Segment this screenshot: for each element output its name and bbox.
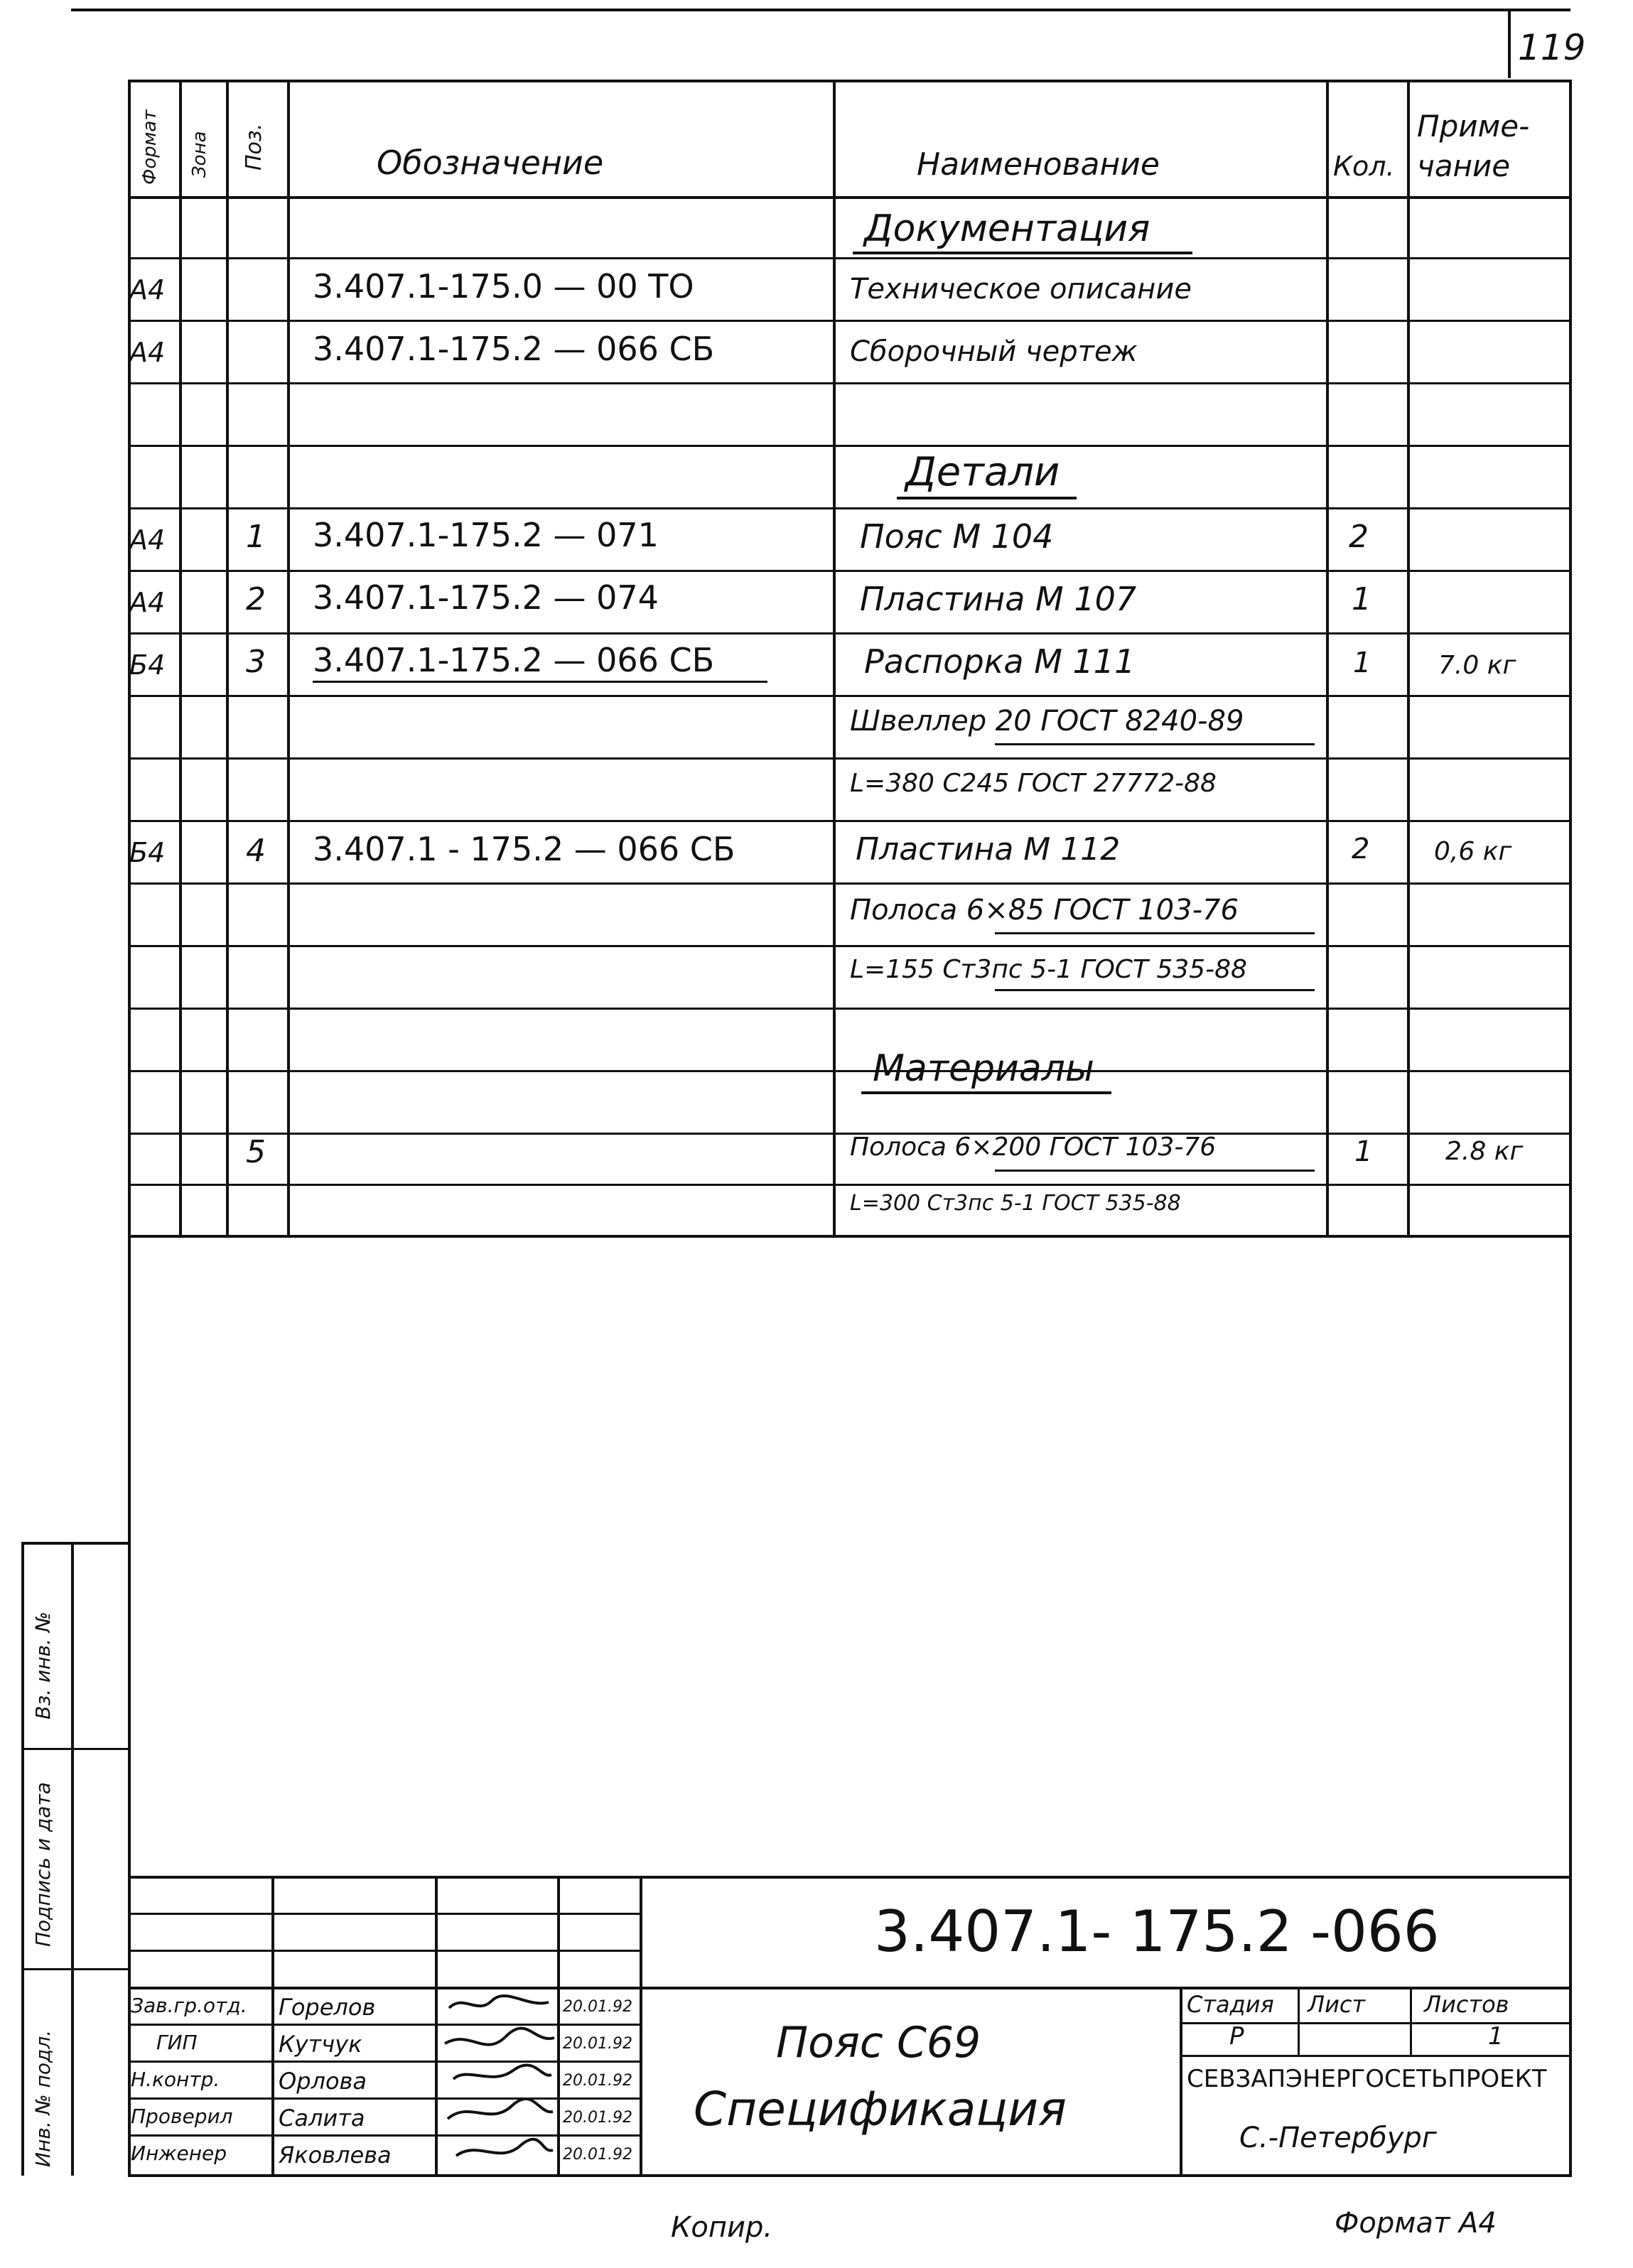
row-line xyxy=(128,882,1572,885)
side-stamp-orig: Инв. № подл. xyxy=(31,2029,55,2167)
signer-role: ГИП xyxy=(156,2031,198,2054)
side-stamp-top xyxy=(21,1542,129,1545)
row-format: Б4 xyxy=(129,649,166,681)
row-format: А4 xyxy=(129,524,166,556)
side-stamp-row xyxy=(21,1748,129,1750)
doc-title-line1: Пояс С69 xyxy=(776,2018,981,2068)
tb-row xyxy=(128,2097,640,2100)
row-format: Б4 xyxy=(129,837,166,868)
side-stamp-left xyxy=(21,1542,24,2176)
signer-date: 20.01.92 xyxy=(563,2109,632,2127)
row-name: Полоса 6×200 ГОСТ 103-76 xyxy=(850,1133,1217,1162)
name-underline xyxy=(995,932,1315,934)
side-stamp-inv: Вз. инв. № xyxy=(31,1611,55,1719)
row-format: А4 xyxy=(129,587,166,618)
tb-row xyxy=(128,1913,640,1915)
row-line xyxy=(128,445,1572,447)
row-qty: 2 xyxy=(1349,519,1369,555)
signer-date: 20.01.92 xyxy=(563,2146,632,2164)
stage-label: Стадия xyxy=(1187,1991,1274,2018)
col-designation-right xyxy=(833,80,836,1236)
header-note: Приме- чание xyxy=(1417,109,1530,183)
row-format: А4 xyxy=(129,337,166,368)
footer-format: Формат А4 xyxy=(1335,2207,1497,2240)
row-line xyxy=(128,1008,1572,1010)
row-name: L=155 Ст3пс 5-1 ГОСТ 535-88 xyxy=(850,955,1247,984)
row-qty: 1 xyxy=(1354,1135,1373,1168)
section-documentation: Документация xyxy=(853,207,1192,254)
tb-mid xyxy=(128,1987,1572,1989)
side-stamp-row xyxy=(21,1968,129,1970)
row-name: Техническое описание xyxy=(850,273,1192,306)
row-designation: 3.407.1-175.2 — 071 xyxy=(313,516,659,554)
row-qty: 1 xyxy=(1352,581,1371,617)
frame-right xyxy=(1569,80,1572,2176)
row-name: Распорка М 111 xyxy=(864,642,1136,681)
header-name: Наименование xyxy=(917,146,1160,183)
tb-stage-row2 xyxy=(1180,2055,1570,2057)
row-qty: 2 xyxy=(1352,833,1370,865)
row-line xyxy=(128,632,1572,634)
col-name-right xyxy=(1326,80,1329,1236)
name-underline xyxy=(995,1170,1315,1172)
tb-top xyxy=(128,1876,1572,1879)
row-line xyxy=(128,695,1572,697)
row-designation: 3.407.1 - 175.2 — 066 СБ xyxy=(313,830,735,868)
sheets-value: 1 xyxy=(1488,2022,1504,2051)
row-qty: 1 xyxy=(1353,647,1371,679)
row-line xyxy=(128,820,1572,822)
tb-row xyxy=(128,2024,640,2026)
signer-role: Зав.гр.отд. xyxy=(131,1994,247,2017)
header-designation: Обозначение xyxy=(377,144,604,182)
row-designation: 3.407.1-175.2 — 066 СБ xyxy=(313,330,715,368)
row-line xyxy=(128,570,1572,572)
row-name: Пояс М 104 xyxy=(860,517,1054,556)
signer-date: 20.01.92 xyxy=(563,2072,632,2090)
tb-stage-col xyxy=(1298,1987,1300,2056)
org-city: С.-Петербург xyxy=(1239,2122,1437,2154)
header-bottom xyxy=(128,196,1572,199)
tb-col-role xyxy=(271,1876,274,2176)
header-pos: Поз. xyxy=(242,123,266,171)
header-format: Формат xyxy=(139,109,161,185)
tb-main-divider xyxy=(640,1876,642,2176)
col-zone-right xyxy=(226,80,229,1236)
row-line xyxy=(128,1070,1572,1072)
signer-name: Горелов xyxy=(279,1994,376,2021)
header-qty: Кол. xyxy=(1333,151,1395,182)
row-note: 7.0 кг xyxy=(1438,651,1516,680)
signer-date: 20.01.92 xyxy=(563,2035,632,2053)
section-details: Детали xyxy=(897,449,1077,500)
row-line xyxy=(128,382,1572,384)
tb-right-divider xyxy=(1180,1987,1182,2176)
row-name: Полоса 6×85 ГОСТ 103-76 xyxy=(850,894,1239,927)
side-stamp-mid xyxy=(71,1542,74,2176)
signer-name: Кутчук xyxy=(279,2031,362,2058)
signer-date: 20.01.92 xyxy=(563,1998,632,2016)
row-line xyxy=(128,945,1572,947)
table-end xyxy=(128,1235,1572,1238)
row-pos: 5 xyxy=(246,1134,266,1170)
row-designation: 3.407.1-175.0 — 00 ТО xyxy=(313,267,694,306)
row-name: Сборочный чертеж xyxy=(850,335,1138,368)
name-underline xyxy=(995,989,1315,991)
signer-role: Н.контр. xyxy=(131,2068,220,2091)
header-zone: Зона xyxy=(189,131,210,178)
doc-title-line2: Спецификация xyxy=(694,2082,1067,2137)
col-format-right xyxy=(179,80,182,1236)
row-line xyxy=(128,1184,1572,1186)
tb-row xyxy=(128,2134,640,2137)
page-number-box-left xyxy=(1508,10,1511,78)
org-name: СЕВЗАПЭНЕРГОСЕТЬПРОЕКТ xyxy=(1187,2065,1547,2093)
frame-left xyxy=(128,80,131,2176)
row-name: Пластина М 107 xyxy=(860,580,1137,618)
signer-role: Проверил xyxy=(131,2105,233,2128)
signer-name: Салита xyxy=(279,2105,365,2132)
row-name: L=300 Ст3пс 5-1 ГОСТ 535-88 xyxy=(850,1191,1181,1216)
row-pos: 1 xyxy=(246,519,266,555)
row-line xyxy=(128,257,1572,259)
col-qty-right xyxy=(1407,80,1410,1236)
frame-top xyxy=(128,80,1572,82)
tb-row xyxy=(128,1950,640,1952)
row-pos: 4 xyxy=(246,833,266,869)
row-line xyxy=(128,320,1572,322)
row-pos: 2 xyxy=(246,581,266,617)
col-pos-right xyxy=(287,80,290,1236)
tb-bottom xyxy=(128,2174,1572,2177)
signatures-graphic xyxy=(435,1987,557,2174)
row-designation: 3.407.1-175.2 — 074 xyxy=(313,578,659,617)
row-pos: 3 xyxy=(246,644,266,680)
footer-copied: Копир. xyxy=(671,2211,773,2244)
row-note: 2.8 кг xyxy=(1445,1137,1524,1166)
row-format: А4 xyxy=(129,274,166,306)
tb-row xyxy=(128,2061,640,2063)
signer-name: Яковлева xyxy=(279,2142,392,2169)
row-name: Швеллер 20 ГОСТ 8240-89 xyxy=(850,705,1244,738)
signer-name: Орлова xyxy=(279,2068,367,2095)
sheets-label: Листов xyxy=(1424,1991,1509,2018)
row-note: 0,6 кг xyxy=(1434,837,1512,866)
tb-col-sign xyxy=(557,1876,560,2176)
name-underline xyxy=(995,743,1315,745)
side-stamp-sign: Подпись и дата xyxy=(31,1782,55,1947)
sheet-label: Лист xyxy=(1308,1991,1366,2018)
row-line xyxy=(128,507,1572,509)
row-designation: 3.407.1-175.2 — 066 СБ xyxy=(313,641,715,679)
designation-underline xyxy=(313,681,767,683)
doc-code: 3.407.1- 175.2 -066 xyxy=(874,1899,1440,1965)
row-line xyxy=(128,757,1572,760)
tb-sheet-col xyxy=(1410,1987,1412,2056)
stage-value: Р xyxy=(1229,2022,1244,2051)
page-number: 119 xyxy=(1518,27,1586,68)
row-name: L=380 С245 ГОСТ 27772-88 xyxy=(850,769,1217,798)
top-rule xyxy=(71,9,1570,11)
section-materials: Материалы xyxy=(861,1047,1111,1094)
row-name: Пластина М 112 xyxy=(856,831,1121,868)
signer-role: Инженер xyxy=(131,2142,227,2165)
